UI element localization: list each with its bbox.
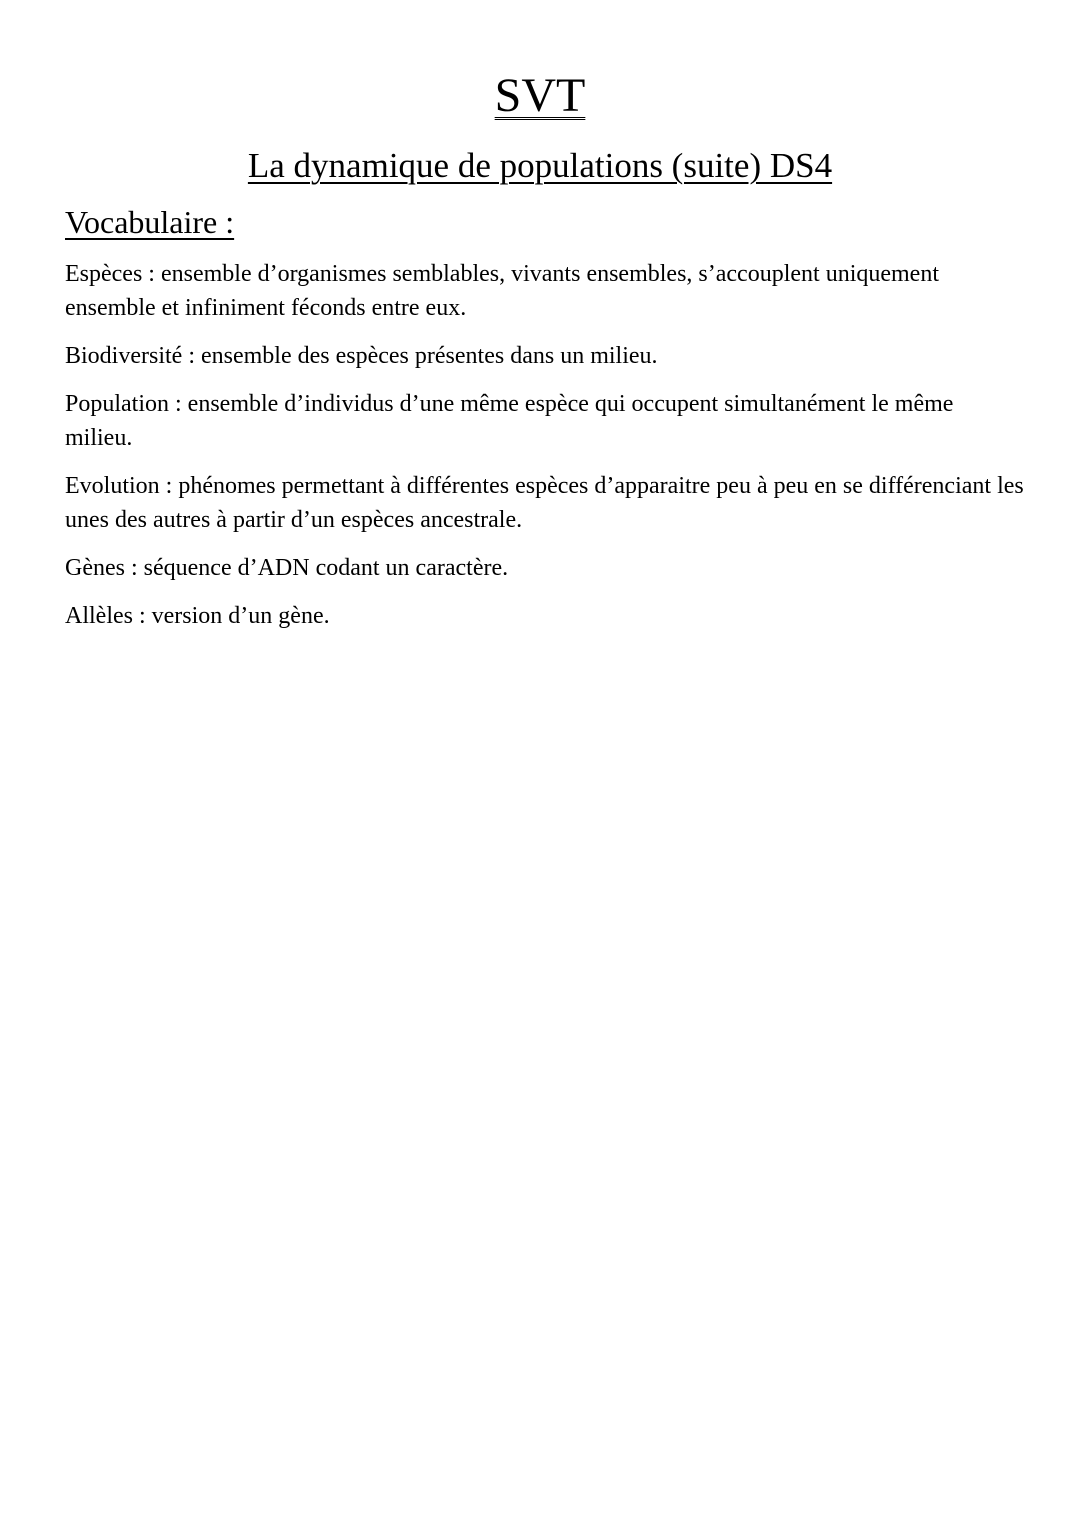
definition-population: Population : ensemble d’individus d’une même espèce qui occupent simultanément le même milieu. <box>65 391 954 451</box>
definition-evolution: Evolution : phénomes permettant à différentes espèces d’apparaitre peu à peu en se différenciant les unes des autres à partir d’un espèces ancestrale. <box>65 473 1024 533</box>
definition-alleles: Allèles : version d’un gène. <box>65 603 330 629</box>
section-heading-text: Vocabulaire : <box>65 204 235 240</box>
definition-list <box>65 257 1025 647</box>
section-heading-vocabulaire <box>65 202 234 242</box>
definition-biodiversite: Biodiversité : ensemble des espèces présentes dans un milieu. <box>65 343 658 369</box>
definition-genes: Gènes : séquence d’ADN codant un caractère. <box>65 555 509 581</box>
page-subtitle-text: La dynamique de populations (suite) DS4 <box>247 146 833 185</box>
page-title-text: SVT <box>494 69 586 122</box>
page-title <box>0 66 1080 126</box>
page-subtitle <box>0 144 1080 188</box>
definition-especes: Espèces : ensemble d’organismes semblables, vivants ensembles, s’accouplent uniquement ensemble et infiniment féconds entre eux. <box>65 261 939 321</box>
